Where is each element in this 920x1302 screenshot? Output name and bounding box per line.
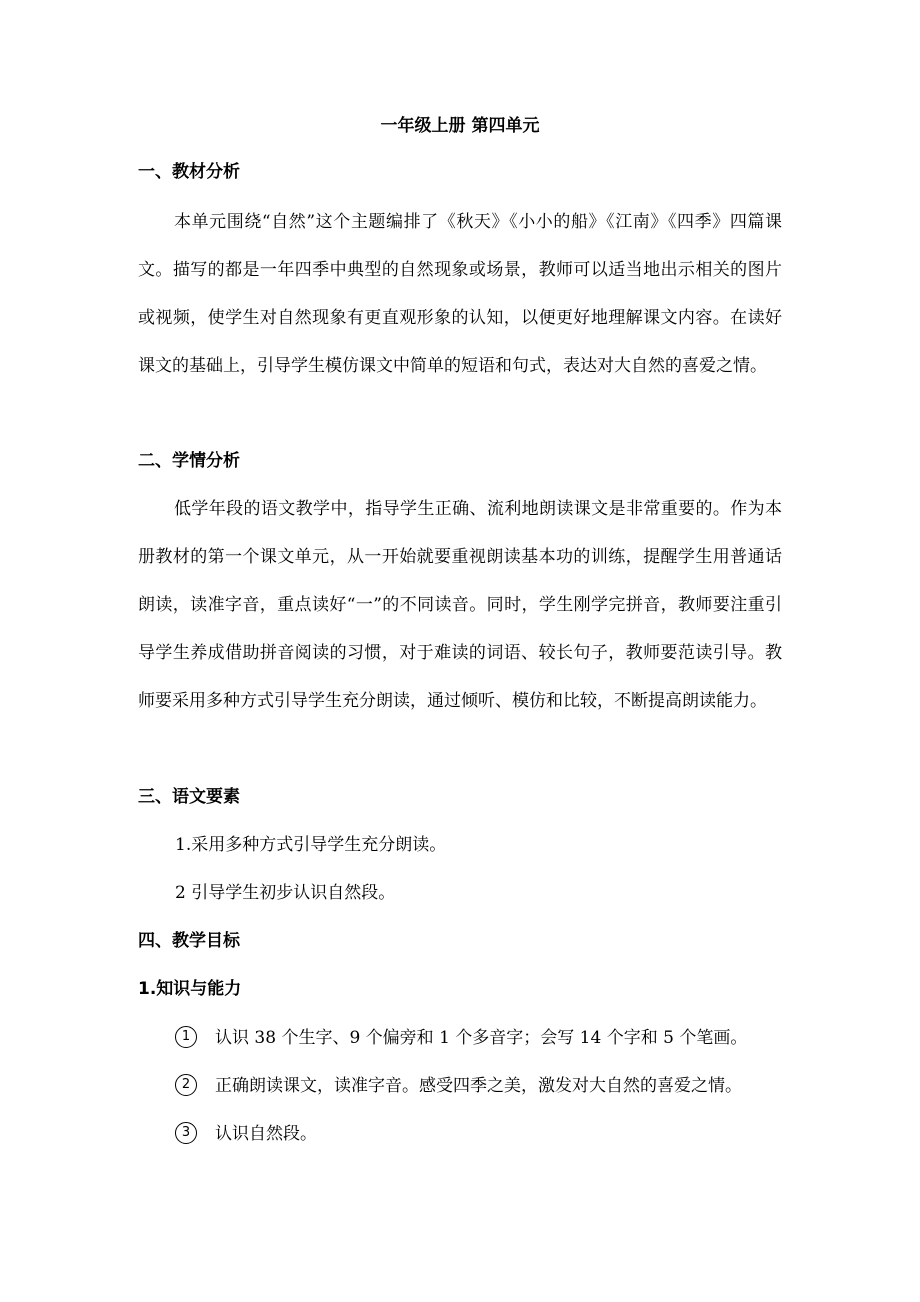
objective-text: 正确朗读课文，读准字音。感受四季之美，激发对大自然的喜爱之情。 [215,1076,742,1096]
objective-item [175,1122,317,1146]
objective-text: 认识自然段。 [215,1124,317,1144]
section-heading-teaching-goals: 四、教学目标 [138,931,240,951]
section-heading-language-elements: 三、语文要素 [138,787,240,807]
language-element-item: 2 引导学生初步认识自然段。 [175,883,396,903]
circled-number-marker: 3 [175,1122,197,1144]
objective-item [175,1026,747,1050]
section-paragraph-student-analysis: 低学年段的语文教学中，指导学生正确、流利地朗读课文是非常重要的。作为本册教材的第一个课文单元，从一开始就要重视朗读基本功的训练，提醒学生用普通话朗读，读准字音，重点读好“一”的不同读音。同时，学生刚学完拼音，教师要注重引导学生养成借助拼音阅读的习惯，对于难读的词语、较长句子，教师要范读引导。教师要采用多种方式引导学生充分朗读，通过倾听、模仿和比较，不断提高朗读能力。 [138,499,782,711]
objective-text: 认识 38 个生字、9 个偏旁和 1 个多音字；会写 14 个字和 5 个笔画。 [215,1028,748,1048]
section-paragraph-material-analysis: 本单元围绕“自然”这个主题编排了《秋天》《小小的船》《江南》《四季》四篇课文。描写的都是一年四季中典型的自然现象或场景，教师可以适当地出示相关的图片或视频，使学生对自然现象有更直观形象的认知，以便更好地理解课文内容。在读好课文的基础上，引导学生模仿课文中简单的短语和句式，表达对大自然的喜爱之情。 [138,212,782,376]
section-heading-material-analysis: 一、教材分析 [138,162,240,182]
language-element-item: 1.采用多种方式引导学生充分朗读。 [175,835,447,855]
circled-number-marker: 2 [175,1074,197,1096]
subheading-knowledge-ability: 1.知识与能力 [138,979,242,999]
objective-item [175,1074,742,1098]
section-heading-student-analysis: 二、学情分析 [138,451,240,471]
circled-number-marker: 1 [175,1026,197,1048]
page-title: 一年级上册 第四单元 [380,116,540,136]
